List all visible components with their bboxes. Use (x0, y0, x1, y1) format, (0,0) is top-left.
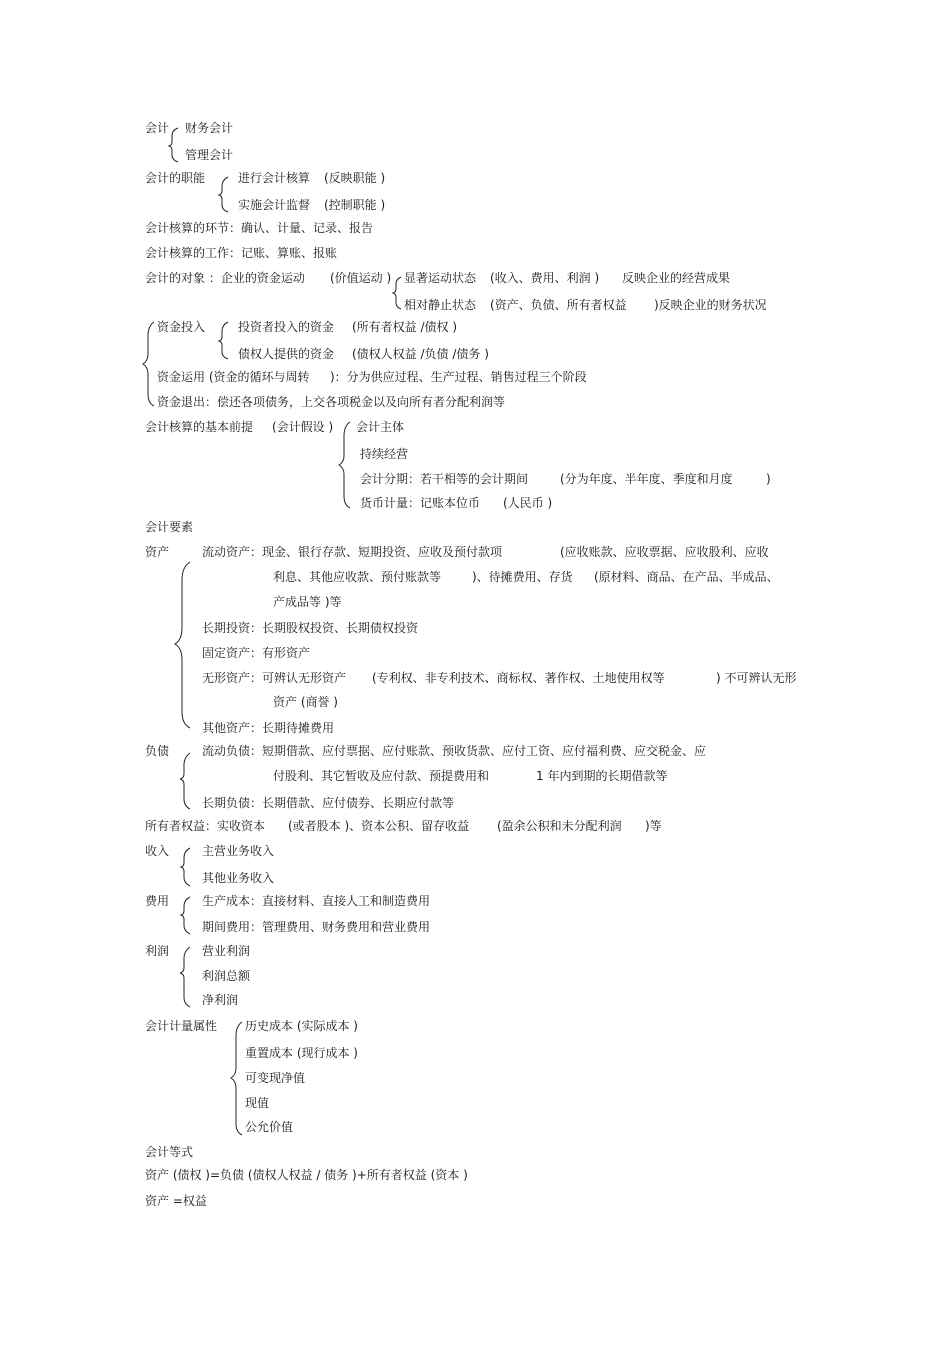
heading-yaosu: 会计要素 (145, 520, 194, 534)
item-caiwu-kuaiji: 财务会计 (185, 121, 234, 135)
item-zhaiquanren: 债权人提供的资金 (238, 347, 335, 361)
item-touzizhe: 投资者投入的资金 (238, 320, 335, 334)
item-liudong-fuzhai-cont: 付股利、其它暂收及应付款、预提费用和 (273, 769, 490, 783)
item-liudong-fuzhai-cont2: 1 年内到期的长期借款等 (536, 769, 668, 783)
brace-kuaiji (169, 128, 178, 162)
item-guanli-kuaiji: 管理会计 (185, 148, 234, 162)
item-jingzhi: 相对静止状态 (404, 298, 477, 312)
brace-shouru (181, 848, 190, 886)
item-chongzhi-chengben: 重置成本 (现行成本 ) (245, 1046, 358, 1060)
item-wuxing-zichan-note: (专利权、非专利技术、商标权、著作权、土地使用权等 (372, 671, 665, 685)
item-liudong-zichan-cont: 利息、其他应收款、预付账款等 (273, 570, 442, 584)
item-lirun-zonge: 利润总额 (202, 969, 251, 983)
brace-duixiang (393, 277, 401, 309)
item-xianzhi: 现值 (245, 1096, 270, 1110)
item-qijian-feiyong: 期间费用：管理费用、财务费用和营业费用 (202, 920, 431, 934)
item-changqi-fuzhai: 长期负债：长期借款、应付债券、长期应付款等 (202, 796, 455, 810)
term-feiyong: 费用 (145, 894, 170, 908)
brace-touru (219, 322, 228, 359)
item-qita-zichan: 其他资产：长期待摊费用 (202, 721, 335, 735)
item-touzizhe-note: (所有者权益 /债权 ) (352, 320, 458, 334)
item-fenqi-note: (分为年度、半年度、季度和月度 (560, 472, 733, 486)
item-jiandu: 实施会计监督 (238, 198, 311, 212)
item-qita-yewu: 其他业务收入 (202, 871, 275, 885)
brace-feiyong (181, 897, 190, 934)
term-qianti-note: (会计假设 ) (272, 420, 334, 434)
line-gongzuo: 会计核算的工作：记账、算账、报账 (145, 246, 338, 260)
item-hesuan-note: (反映职能 ) (324, 171, 386, 185)
item-liudong-zichan-note: (应收账款、应收票据、应收股利、应收 (560, 545, 769, 559)
item-chixu: 持续经营 (360, 447, 409, 461)
brace-zichan (175, 562, 190, 728)
item-liudong-zichan-cont3: (原材料、商品、在产品、半成品、 (594, 570, 779, 584)
item-huobi: 货币计量：记账本位币 (360, 496, 481, 510)
term-jiliang: 会计计量属性 (145, 1019, 218, 1033)
equation-2: 资产 =权益 (145, 1194, 207, 1208)
item-liudong-zichan-cont2: )、待摊费用、存货 (472, 570, 573, 584)
term-zijin-touru: 资金投入 (157, 320, 206, 334)
item-liudong-fuzhai: 流动负债：短期借款、应付票据、应付账款、预收货款、应付工资、应付福利费、应交税金、应 (202, 744, 707, 758)
item-hesuan: 进行会计核算 (238, 171, 311, 185)
term-duixiang: 会计的对象 ：企业的资金运动 (145, 271, 305, 285)
item-xianzhu-note: (收入、费用、利润 ) (490, 271, 600, 285)
equation-1: 资产 (债权 )=负债 (债权人权益 / 债务 )+所有者权益 (资本 ) (145, 1168, 468, 1182)
item-wuxing-zichan: 无形资产：可辨认无形资产 (202, 671, 347, 685)
item-wuxing-zichan-cont: ) 不可辨认无形 (716, 671, 797, 685)
item-xianzhu-result: 反映企业的经营成果 (622, 271, 731, 285)
term-zijin-yunyong: 资金运用 (资金的循环与周转 (157, 370, 310, 384)
term-quanyi-cont: (或者股本 )、资本公积、留存收益 (288, 819, 470, 833)
item-xianzhu: 显著运动状态 (404, 271, 477, 285)
item-zhuying: 主营业务收入 (202, 844, 275, 858)
item-lishi-chengben: 历史成本 (实际成本 ) (245, 1019, 358, 1033)
item-fenqi-close: ) (766, 472, 771, 486)
item-yingye-lirun: 营业利润 (202, 944, 251, 958)
brace-fuzhai (180, 753, 190, 809)
item-jiandu-note: (控制职能 ) (324, 198, 386, 212)
term-lirun: 利润 (145, 944, 170, 958)
term-shouru: 收入 (145, 844, 170, 858)
brace-jiliang (231, 1022, 242, 1135)
item-huobi-note: (人民币 ) (503, 496, 553, 510)
term-quanyi-close: )等 (645, 819, 662, 833)
term-zichan: 资产 (145, 545, 170, 559)
heading-dengshi: 会计等式 (145, 1145, 194, 1159)
term-quanyi-note: (盈余公积和未分配利润 (497, 819, 622, 833)
term-qianti: 会计核算的基本前提 (145, 420, 254, 434)
item-wuxing-zichan-cont2: 资产 (商誉 ) (273, 695, 338, 709)
item-guding-zichan: 固定资产：有形资产 (202, 646, 311, 660)
line-huanjie: 会计核算的环节：确认、计量、记录、报告 (145, 221, 374, 235)
brace-zijin (143, 322, 154, 406)
brace-qianti (339, 422, 350, 508)
term-duixiang-note: (价值运动 ) (330, 271, 392, 285)
item-jing-lirun: 净利润 (202, 993, 239, 1007)
item-gongyun: 公允价值 (245, 1120, 294, 1134)
item-shengchan-chengben: 生产成本：直接材料、直接人工和制造费用 (202, 894, 431, 908)
item-liudong-zichan-cont4: 产成品等 )等 (273, 595, 342, 609)
item-changqi-touzi: 长期投资：长期股权投资、长期债权投资 (202, 621, 419, 635)
item-kebianxian: 可变现净值 (245, 1071, 306, 1085)
term-quanyi: 所有者权益：实收资本 (145, 819, 266, 833)
item-zhaiquanren-note: (债权人权益 /负债 /债务 ) (352, 347, 489, 361)
brace-lirun (180, 947, 190, 1007)
item-liudong-zichan: 流动资产：现金、银行存款、短期投资、应收及预付款项 (202, 545, 503, 559)
item-fenqi: 会计分期：若干相等的会计期间 (360, 472, 529, 486)
term-fuzhai: 负债 (145, 744, 170, 758)
item-zhuti: 会计主体 (356, 420, 405, 434)
term-zijin-tuichu: 资金退出：偿还各项债务，上交各项税金以及向所有者分配利润等 (157, 395, 506, 409)
term-zijin-yunyong-desc: )：分为供应过程、生产过程、销售过程三个阶段 (330, 370, 587, 384)
term-kuaiji: 会计 (145, 121, 170, 135)
item-jingzhi-note: (资产、负债、所有者权益 (490, 298, 627, 312)
item-jingzhi-result: )反映企业的财务状况 (654, 298, 767, 312)
term-zhineng: 会计的职能 (145, 171, 206, 185)
brace-zhineng (219, 177, 228, 212)
